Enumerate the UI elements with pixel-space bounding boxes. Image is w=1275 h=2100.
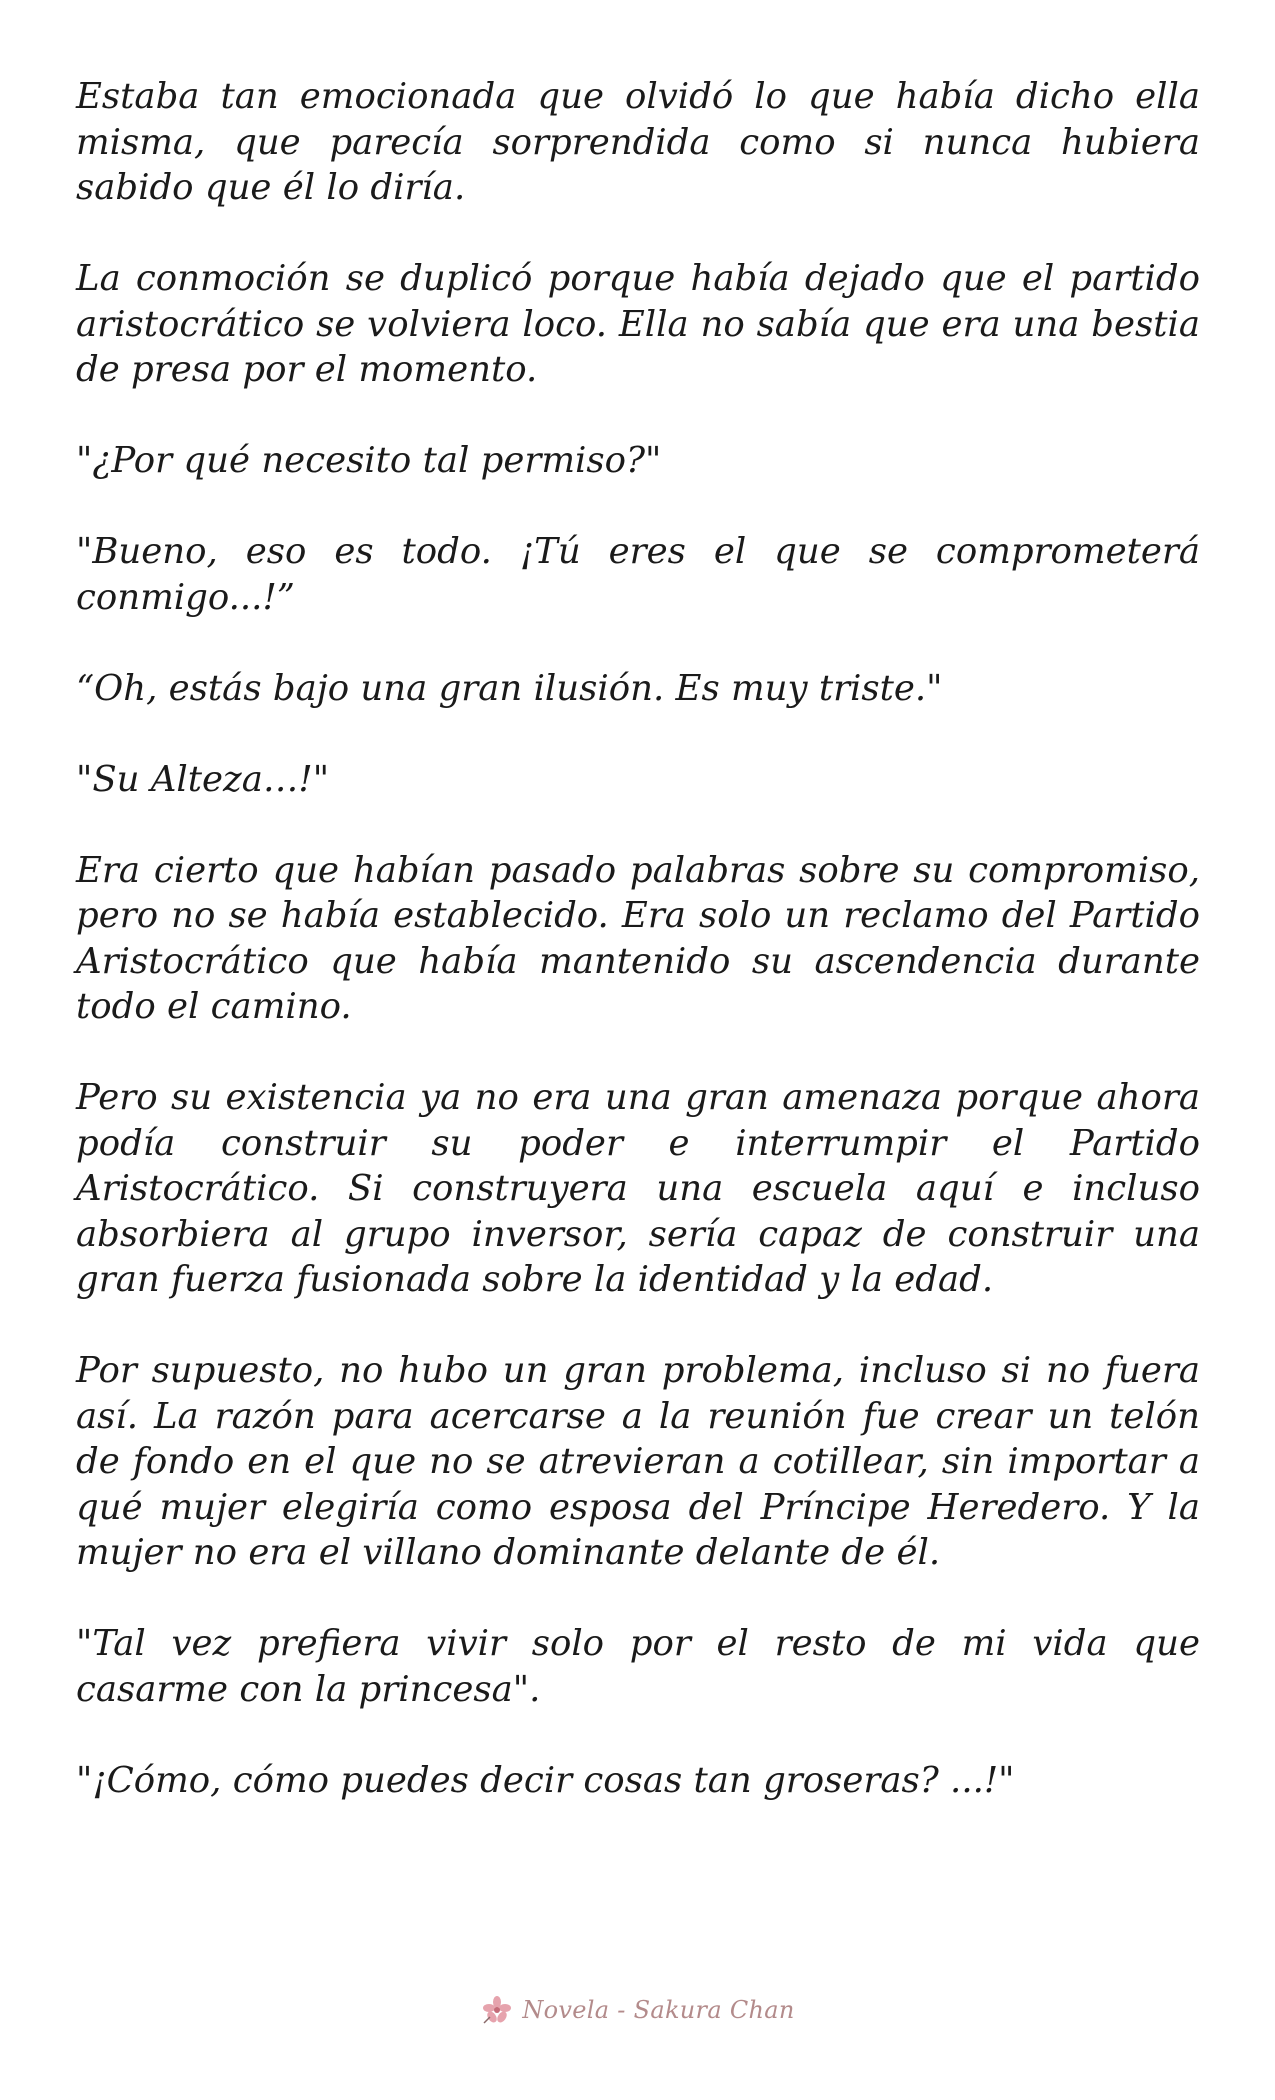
dialogue-line: "Su Alteza…!" — [76, 758, 330, 800]
paragraph: Estaba tan emocionada que olvidó lo que había dicho ella misma, que parecía sorprendida como si nunca hubiera sabido que él lo diría. — [76, 76, 1200, 208]
paragraph: La conmoción se duplicó porque había dejado que el partido aristocrático se volviera loco. Ella no sabía que era una bestia de presa por el momento. — [76, 258, 1200, 390]
dialogue-line: "Bueno, eso es todo. ¡Tú eres el que se comprometerá conmigo...!” — [76, 531, 1200, 618]
watermark-badge — [470, 1989, 804, 2031]
dialogue-line: "¡Cómo, cómo puedes decir cosas tan groseras? ...!" — [76, 1759, 1015, 1801]
dialogue-line: "¿Por qué necesito tal permiso?" — [76, 440, 662, 481]
sakura-flower-icon — [480, 1993, 514, 2027]
dialogue-line: "Tal vez prefiera vivir solo por el resto de mi vida que casarme con la princesa". — [76, 1623, 1200, 1710]
watermark — [0, 1990, 1275, 2030]
novel-text-body — [76, 74, 1200, 1849]
watermark-text: Novela - Sakura Chan — [522, 1996, 795, 2024]
dialogue-line: “Oh, estás bajo una gran ilusión. Es muy triste." — [76, 667, 943, 709]
paragraph: Por supuesto, no hubo un gran problema, incluso si no fuera así. La razón para acercarse a la reunión fue crear un telón de fondo en el que no se atrevieran a cotillear, sin importar a qué mujer elegiría como esposa del Príncipe Heredero. Y la mujer no era el villano dominante delante de él. — [76, 1350, 1200, 1573]
paragraph: Era cierto que habían pasado palabras sobre su compromiso, pero no se había establecido. Era solo un reclamo del Partido Aristocrático que había mantenido su ascendencia durante todo el camino. — [76, 849, 1200, 1027]
paragraph: Pero su existencia ya no era una gran amenaza porque ahora podía construir su poder e interrumpir el Partido Aristocrático. Si construyera una escuela aquí e incluso absorbiera al grupo inversor, sería capaz de construir una gran fuerza fusionada sobre la identidad y la edad. — [76, 1077, 1200, 1300]
